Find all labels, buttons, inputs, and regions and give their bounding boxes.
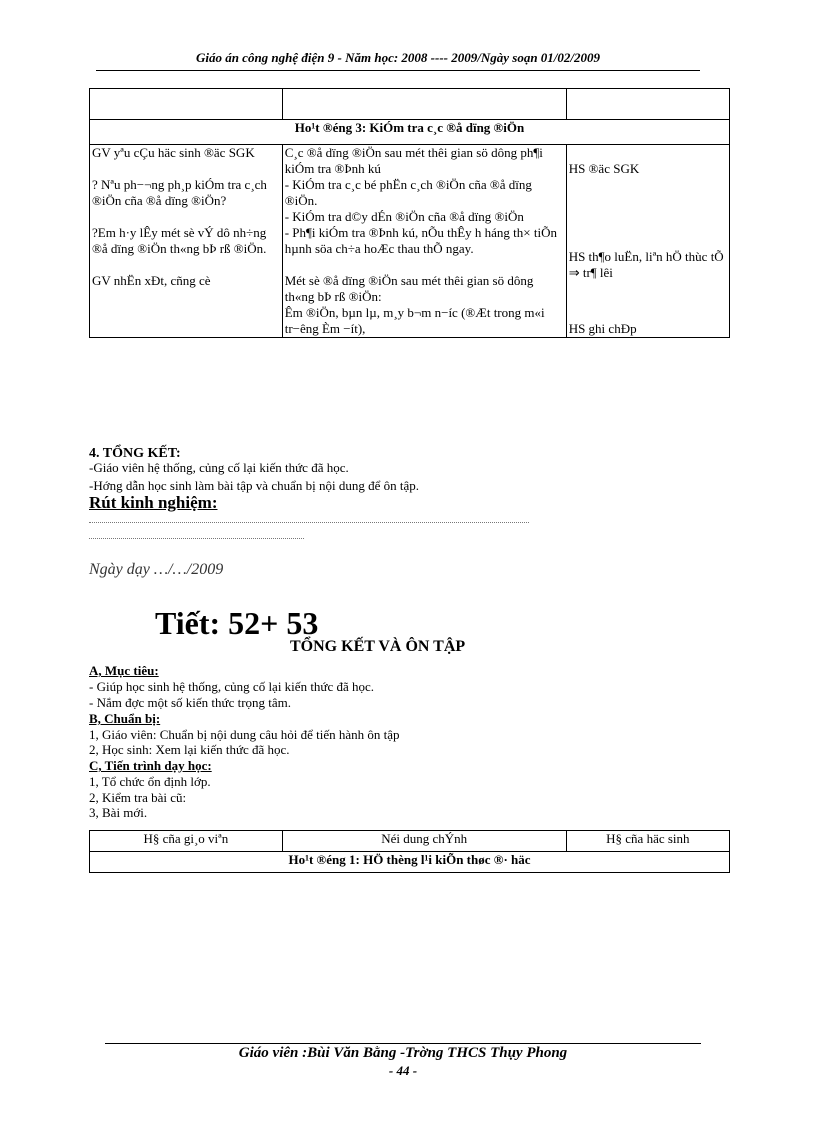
experience-heading: Rút kinh nghiệm:	[89, 493, 218, 512]
header-row	[90, 831, 730, 852]
summary-line-2: -Hớng dẫn học sinh làm bài tập và chuẩn bị nội dung để ôn tập.	[89, 478, 419, 493]
student-text-3: HS ghi chÐp	[568, 321, 637, 336]
activity-table-1	[89, 88, 730, 338]
lesson-period: Tiết: 52+ 53	[155, 605, 319, 641]
summary-heading: 4. TỔNG KẾT:	[89, 446, 181, 461]
section-title: Ho¹t ®éng 1: HÖ thèng l¹i kiÕn thøc ®· häc	[90, 852, 730, 873]
student-text-2: HS th¶o luËn, liªn hÖ thùc tÕ ⇒ tr¶ lêi	[568, 249, 724, 280]
process-heading: C, Tiến trình dạy học:	[89, 758, 212, 773]
section-row	[90, 852, 730, 873]
objectives-line-1: - Giúp học sinh hệ thống, củng cố lại kiến thức đã học.	[89, 679, 375, 694]
content-row	[90, 145, 730, 338]
objectives-heading: A, Mục tiêu:	[89, 663, 159, 678]
dotted-line-2	[89, 538, 304, 539]
content-text-4: - Ph¶i kiÓm tra ®Þnh kú, nÕu thÊy h háng th× tiÕn hµnh söa ch÷a hoÆc thau thÕ ngay.	[284, 225, 557, 256]
process-line-3: 3, Bài mới.	[89, 805, 148, 820]
content-text-6: Êm ®iÖn, bµn lµ, m¸y b¬m n−íc (®Æt trong m«i tr−êng Èm −ít),	[284, 305, 545, 336]
teaching-date: Ngày dạy …/…/2009	[89, 561, 224, 578]
header-student: H§ cña häc sinh	[566, 831, 729, 852]
teacher-text-1: GV yªu cÇu häc sinh ®äc SGK	[92, 145, 255, 160]
header-content: Néi dung chÝnh	[282, 831, 566, 852]
teacher-text-4: GV nhËn xÐt, cñng cè	[92, 273, 211, 288]
summary-line-1: -Giáo viên hệ thống, củng cố lại kiến thức đã học.	[89, 460, 349, 475]
section-row	[90, 120, 730, 145]
footer-rule	[105, 1043, 701, 1044]
teacher-activity-cell	[90, 145, 283, 338]
content-text-1: C¸c ®å dïng ®iÖn sau mét thêi gian sö dông ph¶i kiÓm tra ®Þnh kú	[284, 145, 543, 176]
page-number: - 44 -	[388, 1063, 418, 1078]
content-text-2: - KiÓm tra c¸c bé phËn c¸ch ®iÖn cña ®å dïng ®iÖn.	[284, 177, 532, 208]
blank-row	[90, 89, 730, 120]
preparation-heading: B, Chuẩn bị:	[89, 711, 161, 726]
teacher-text-3: ?Em h·y lÊy mét sè vÝ dô nh÷ng ®å dïng ®iÖn th«ng bÞ rß ®iÖn.	[92, 225, 267, 256]
process-line-2: 2, Kiểm tra bài cũ:	[89, 790, 187, 805]
lesson-title: TỔNG KẾT VÀ ÔN TẬP	[290, 638, 466, 655]
objectives-line-2: - Nắm đợc một số kiến thức trọng tâm.	[89, 695, 292, 710]
footer-teacher: Giáo viên :Bùi Văn Bằng -Trờng THCS Thụy Phong	[238, 1045, 568, 1061]
content-text-5: Mét sè ®å dïng ®iÖn sau mét thêi gian sö dông th«ng bÞ rß ®iÖn:	[284, 273, 534, 304]
header-teacher: H§ cña gi¸o viªn	[90, 831, 283, 852]
main-content-cell	[282, 145, 566, 338]
dotted-line-1	[89, 522, 529, 523]
process-line-1: 1, Tổ chức ổn định lớp.	[89, 774, 211, 789]
teacher-text-2: ? Nªu ph−¬ng ph¸p kiÓm tra c¸ch ®iÖn cña ®å dïng ®iÖn?	[92, 177, 267, 208]
preparation-line-2: 2, Học sinh: Xem lại kiến thức đã học.	[89, 742, 290, 757]
page-header: Giáo án công nghệ điện 9 - Năm học: 2008 ---- 2009/Ngày soạn 01/02/2009	[195, 50, 601, 65]
student-activity-cell	[566, 145, 729, 338]
student-text-1: HS ®äc SGK	[568, 161, 640, 176]
preparation-line-1: 1, Giáo viên: Chuẩn bị nội dung câu hỏi để tiến hành ôn tập	[89, 727, 400, 742]
header-rule	[96, 70, 700, 71]
section-title: Ho¹t ®éng 3: KiÓm tra c¸c ®å dïng ®iÖn	[90, 120, 730, 145]
content-text-3: - KiÓm tra d©y dÉn ®iÖn cña ®å dïng ®iÖn	[284, 209, 524, 224]
activity-table-2	[89, 830, 730, 873]
